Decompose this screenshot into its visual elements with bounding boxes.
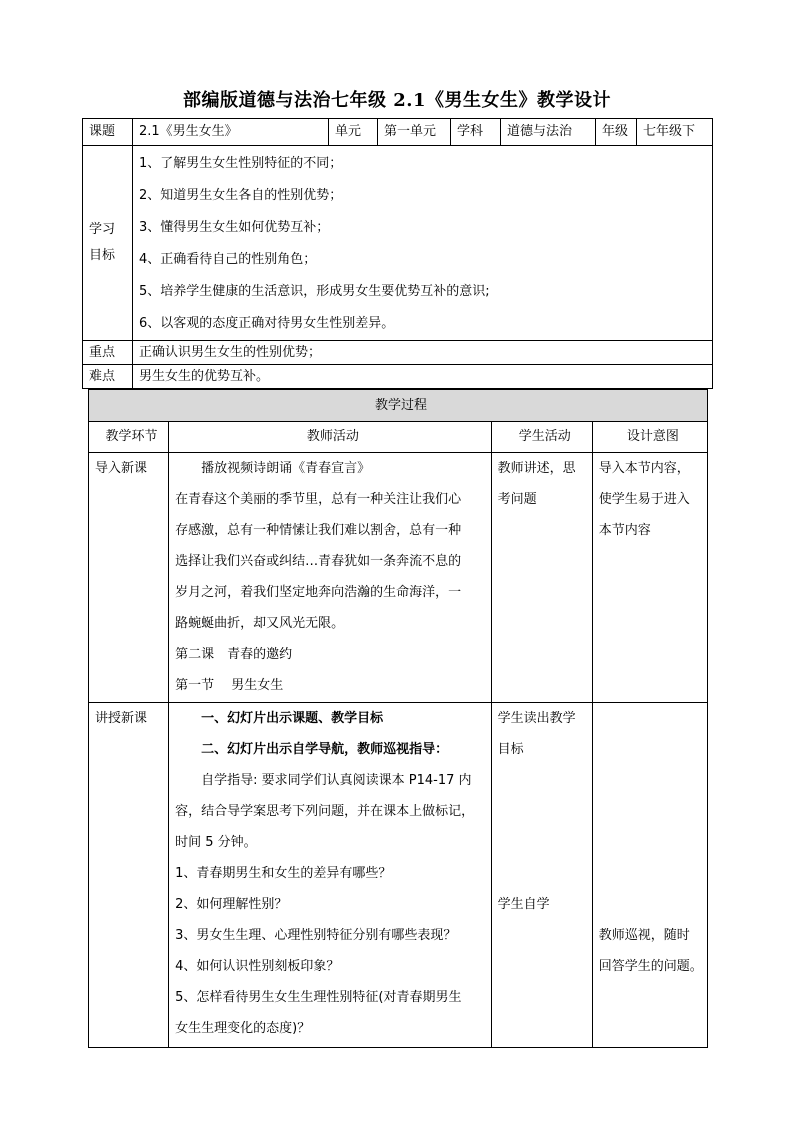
goal-item: 2、知道男生女生各自的性别优势； (139, 188, 343, 203)
goal-item: 4、正确看待自己的性别角色； (139, 252, 317, 267)
teacher-line: 2、如何理解性别？ (175, 897, 288, 912)
stage-cell (89, 703, 169, 1048)
column-header: 学生活动 (491, 422, 592, 453)
table-row (89, 703, 708, 1048)
goals-label-line1: 学习 (89, 222, 116, 237)
teacher-line: 5、怎样看待男生女生生理性别特征(对青春期男生 (175, 990, 462, 1005)
document-title: 部编版道德与法治七年级 2.1《男生女生》教学设计 (182, 90, 612, 111)
teacher-activity-cell (169, 703, 492, 1048)
column-header: 教学环节 (89, 422, 169, 453)
course-label: 课题 (83, 119, 133, 146)
student-activity-cell (491, 703, 592, 1048)
student-line: 考问题 (497, 492, 537, 507)
difficulty-value: 男生女生的优势互补。 (133, 365, 713, 389)
goal-item: 5、培养学生健康的生活意识，形成男女生要优势互补的意识; (139, 284, 490, 299)
intent-line: 导入本节内容， (598, 461, 690, 476)
column-header: 设计意图 (592, 422, 707, 453)
intent-line: 使学生易于进入 (598, 492, 690, 507)
goals-label-line2: 目标 (89, 248, 116, 263)
subject-label: 学科 (451, 119, 501, 146)
student-activity-cell (491, 453, 592, 703)
teacher-line: 二、幻灯片出示自学导航，教师巡视指导： (201, 742, 449, 757)
goals-label (83, 146, 133, 341)
key-point-label: 重点 (83, 341, 133, 365)
teacher-line: 选择让我们兴奋或纠结…青春犹如一条奔流不息的 (175, 554, 462, 569)
teacher-activity-cell (169, 453, 492, 703)
design-intent-cell (592, 703, 707, 1048)
teacher-line: 岁月之河，着我们坚定地奔向浩瀚的生命海洋，一 (175, 585, 462, 600)
course-value: 2.1《男生女生》 (133, 119, 329, 146)
teacher-line: 3、男女生生理、心理性别特征分别有哪些表现？ (175, 928, 457, 943)
process-heading: 教学过程 (89, 390, 708, 422)
key-point-value: 正确认识男生女生的性别优势； (133, 341, 713, 365)
teacher-line: 女生生理变化的态度)？ (175, 1021, 311, 1036)
subject-value: 道德与法治 (501, 119, 596, 146)
unit-label: 单元 (329, 119, 378, 146)
teacher-line: 容，结合导学案思考下列问题，并在课本上做标记， (175, 804, 475, 819)
column-header: 教师活动 (169, 422, 492, 453)
design-intent-cell (592, 453, 707, 703)
stage-label: 导入新课 (95, 461, 148, 476)
goals-list (133, 146, 713, 341)
grade-value: 七年级下 (637, 119, 713, 146)
teaching-process-table (88, 389, 708, 1048)
intent-line: 教师巡视，随时 (598, 928, 690, 943)
student-line: 目标 (497, 742, 524, 757)
teacher-line: 存感激，总有一种情愫让我们难以割舍，总有一种 (175, 523, 462, 538)
teacher-line: 时间 5 分钟。 (175, 835, 257, 850)
student-line: 学生读出教学 (497, 711, 576, 726)
lesson-info-table (82, 118, 713, 389)
student-line: 教师讲述，思 (497, 461, 576, 476)
unit-value: 第一单元 (378, 119, 451, 146)
teacher-line: 4、如何认识性别刻板印象？ (175, 959, 340, 974)
student-line: 学生自学 (497, 897, 550, 912)
table-row (89, 453, 708, 703)
teacher-line: 第二课 青春的邀约 (175, 647, 293, 662)
teacher-line: 自学指导: 要求同学们认真阅读课本 P14-17 内 (201, 773, 472, 788)
teacher-line: 在青春这个美丽的季节里，总有一种关注让我们心 (175, 492, 462, 507)
goal-item: 1、了解男生女生性别特征的不同； (139, 156, 343, 171)
teacher-line: 1、青春期男生和女生的差异有哪些？ (175, 866, 392, 881)
teacher-line: 播放视频诗朗诵《青春宣言》 (201, 461, 371, 476)
intent-line: 回答学生的问题。 (598, 959, 703, 974)
teacher-line: 第一节 男生女生 (175, 678, 284, 693)
goal-item: 3、懂得男生女生如何优势互补； (139, 220, 330, 235)
teacher-line: 路蜿蜒曲折，却又风光无限。 (175, 616, 345, 631)
stage-cell (89, 453, 169, 703)
stage-label: 讲授新课 (95, 711, 148, 726)
grade-label: 年级 (596, 119, 637, 146)
teacher-line: 一、幻灯片出示课题、教学目标 (201, 711, 384, 726)
intent-line: 本节内容 (598, 523, 651, 538)
difficulty-label: 难点 (83, 365, 133, 389)
goal-item: 6、以客观的态度正确对待男女生性别差异。 (139, 316, 395, 331)
